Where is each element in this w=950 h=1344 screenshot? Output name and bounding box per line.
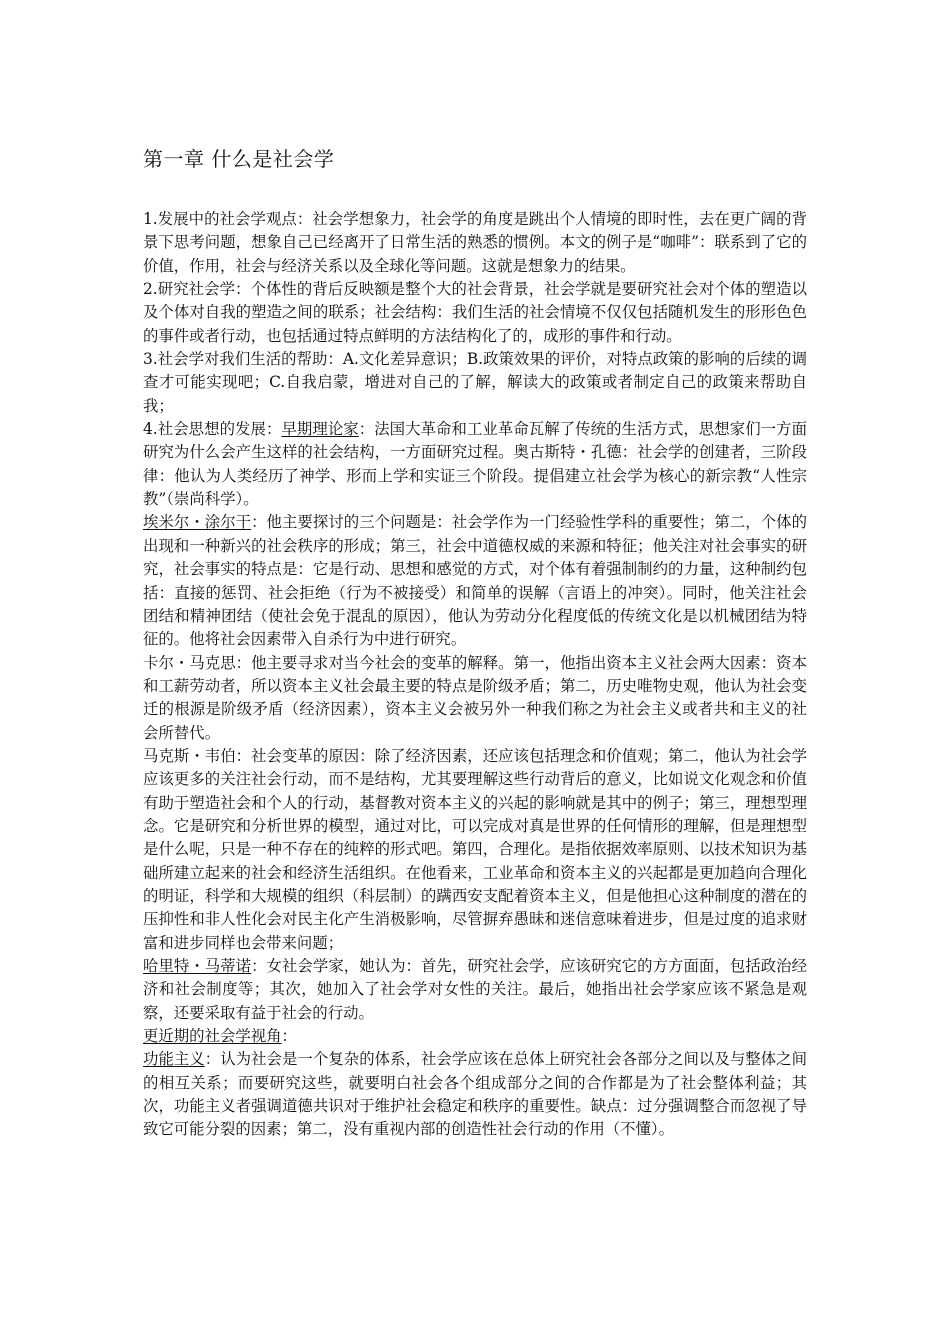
document-body <box>143 208 807 1142</box>
paragraph-text: 马克斯・韦伯：社会变革的原因：除了经济因素，还应该包括理念和价值观；第二，他认为社会学应该更多的关注社会行动，而不是结构，尤其要理解这些行动背后的意义，比如说文化观念和价值有助于塑造社会和个人的行动，基督教对资本主义的兴起的影响就是其中的例子；第三，理想型理念。它是研究和分析世界的模型，通过对比，可以完成对真是世界的任何情形的理解，但是理想型是什么呢，只是一种不存在的纯粹的形式吧。第四，合理化。是指依据效率原则、以技术知识为基础所建立起来的社会和经济生活组织。在他看来，工业革命和资本主义的兴起都是更加趋向合理化的明证，科学和大规模的组织（科层制）的蹒西安支配着资本主义，但是他担心这种制度的潜在的压抑性和非人性化会对民主化产生消极影响，尽管摒弃愚昧和迷信意味着进步，但是过度的追求财富和进步同样也会带来问题； <box>143 746 807 952</box>
chapter-title: 第一章 什么是社会学 <box>143 147 335 171</box>
paragraph-marx <box>143 652 807 745</box>
underlined-heading-martineau: 哈里特・马蒂诺 <box>143 957 252 975</box>
paragraph-text: 1.发展中的社会学观点：社会学想象力，社会学的角度是跳出个人情境的即时性，去在更广阔的背景下思考问题，想象自己已经离开了日常生活的熟悉的惯例。本文的例子是“咖啡”：联系到了它的价值，作用，社会与经济关系以及全球化等问题。这就是想象力的结果。 <box>143 210 807 275</box>
paragraph-prefix: 4.社会思想的发展： <box>143 420 282 439</box>
paragraph-text: ：认为社会是一个复杂的体系，社会学应该在总体上研究社会各部分之间以及与整体之间的相互关系；而要研究这些，就要明白社会各个组成部分之间的合作都是为了社会整体利益；其次，功能主义者强调道德共识对于维护社会稳定和秩序的重要性。缺点：过分强调整合而忽视了导致它可能分裂的因素；第二，没有重视内部的创造性社会行动的作用（不懂）。 <box>143 1050 807 1139</box>
underlined-heading-functionalism: 功能主义 <box>143 1050 205 1069</box>
paragraph-4 <box>143 418 807 511</box>
paragraph-functionalism <box>143 1048 807 1141</box>
paragraph-text: 卡尔・马克思：他主要寻求对当今社会的变革的解释。第一，他指出资本主义社会两大因素：资本和工薪劳动者，所以资本主义社会最主要的特点是阶级矛盾；第二，历史唯物史观，他认为社会变迁的根源是阶级矛盾（经济因素），资本主义会被另外一种我们称之为社会主义或者共和主义的社会所替代。 <box>143 653 807 742</box>
paragraph-2 <box>143 278 807 348</box>
paragraph-1 <box>143 208 807 278</box>
paragraph-durkheim <box>143 511 807 651</box>
paragraph-text: ： <box>281 1027 297 1046</box>
underlined-heading-durkheim: 埃米尔・涂尔干 <box>143 513 252 532</box>
paragraph-martineau <box>143 955 807 1025</box>
paragraph-text: ：法国大革命和工业革命瓦解了传统的生活方式，思想家们一方面研究为什么会产生这样的社会结构，一方面研究过程。奥古斯特・孔德：社会学的创建者，三阶段律：他认为人类经历了神学、形而上学和实证三个阶段。提倡建立社会学为核心的新宗教“人性宗教”（崇尚科学）。 <box>143 420 807 509</box>
paragraph-weber <box>143 745 807 955</box>
underlined-heading-early-theorists: 早期理论家 <box>281 420 359 439</box>
paragraph-text: ：女社会学家，她认为：首先，研究社会学，应该研究它的方方面面，包括政治经济和社会制度等；其次，她加入了社会学对女性的关注。最后，她指出社会学家应该不紧急是观察，还要采取有益于社会的行动。 <box>143 957 807 1022</box>
paragraph-3 <box>143 348 807 418</box>
paragraph-text: 2.研究社会学：个体性的背后反映额是整个大的社会背景，社会学就是要研究社会对个体的塑造以及个体对自我的塑造之间的联系；社会结构：我们生活的社会情境不仅仅包括随机发生的形形色色的事件或者行动，也包括通过特点鲜明的方法结构化了的，成形的事件和行动。 <box>143 280 807 345</box>
paragraph-recent-perspectives <box>143 1025 807 1048</box>
paragraph-text: ：他主要探讨的三个问题是：社会学作为一门经验性学科的重要性；第二，个体的出现和一种新兴的社会秩序的形成；第三，社会中道德权威的来源和特征；他关注对社会事实的研究，社会事实的特点是：它是行动、思想和感觉的方式，对个体有着强制制约的力量，这种制约包括：直接的惩罚、社会拒绝（行为不被接受）和简单的误解（言语上的冲突）。同时，他关注社会团结和精神团结（使社会免于混乱的原因），他认为劳动分化程度低的传统文化是以机械团结为特征的。他将社会因素带入自杀行为中进行研究。 <box>143 513 807 649</box>
paragraph-text: 3.社会学对我们生活的帮助：A.文化差异意识；B.政策效果的评价，对特点政策的影响的后续的调查才可能实现吧；C.自我启蒙，增进对自己的了解，解读大的政策或者制定自己的政策来帮助自我； <box>143 350 807 415</box>
underlined-heading-recent-perspectives: 更近期的社会学视角 <box>143 1027 282 1046</box>
